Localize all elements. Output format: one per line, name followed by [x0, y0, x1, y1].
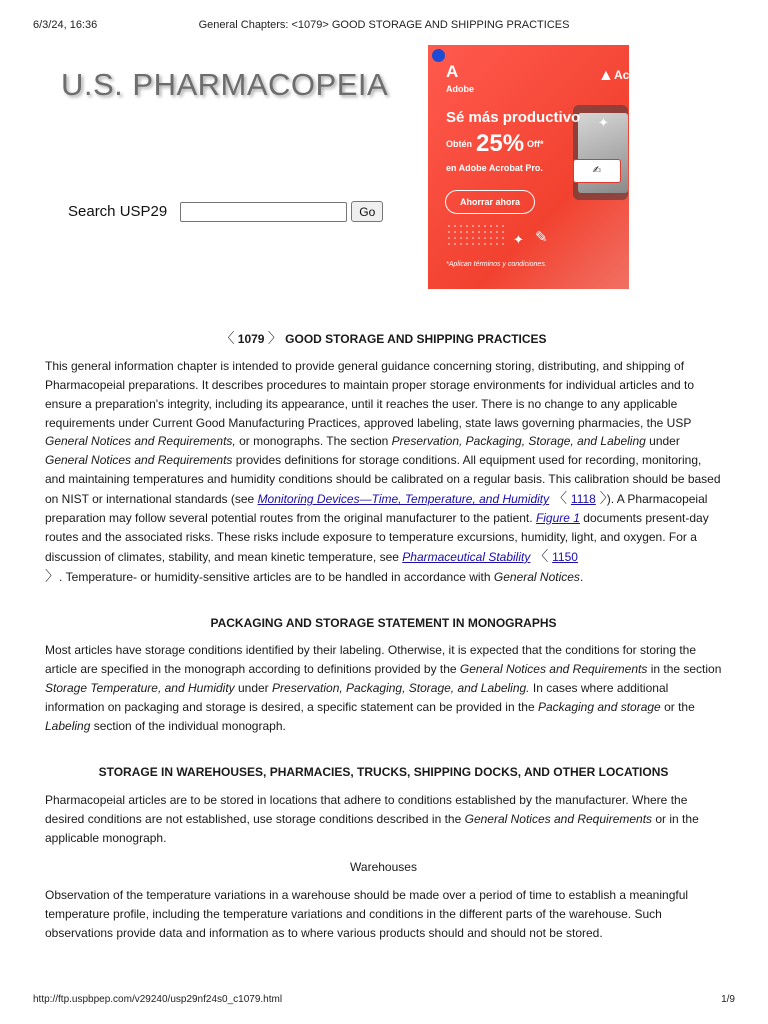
ad-terms: *Aplican términos y condiciones.: [446, 261, 547, 268]
ad-brand-name: Adobe: [446, 84, 474, 94]
intro-text: provides definitions for storage conditions. All equipment used for recording, monitoring, and maintaining temperatures and humidity conditions should be calibrated on a regular basis. This calibration should be based on NIST or international standards (see: [45, 453, 721, 507]
section-heading-storage: STORAGE IN WAREHOUSES, PHARMACIES, TRUCKS, SHIPPING DOCKS, AND OTHER LOCATIONS: [98, 765, 669, 780]
subheading-warehouses: Warehouses: [350, 859, 417, 874]
print-url: http://ftp.uspbpep.com/v29240/usp29nf24s0_c1079.html: [33, 994, 283, 1005]
ad-acrobat-text: Ac: [614, 68, 630, 82]
print-page-title: General Chapters: <1079> GOOD STORAGE AND SHIPPING PRACTICES: [198, 19, 570, 31]
chapter-bracket-open: 〈: [220, 330, 235, 346]
ad-headline: Sé más productivo: [446, 109, 581, 126]
intro-text: . Temperature- or humidity-sensitive articles are to be handled in accordance with: [59, 569, 494, 584]
print-date-time: 6/3/24, 16:36: [33, 19, 98, 31]
intro-text: This general information chapter is intended to provide general guidance concerning storing, distributing, and shipping of Pharmacopeial preparations. It describes procedures to maintain proper storage environments for individual articles and to ensure a preparation's integrity, including its appearance, until it reaches the user. There is no change to any applicable requirements under Current Good Manufacturing Practices, approved labeling, state laws governing pharmacies, the USP: [45, 358, 695, 430]
body-text: or the: [660, 699, 695, 714]
body-text: under: [234, 681, 273, 696]
chapter-title-text: GOOD STORAGE AND SHIPPING PRACTICES: [285, 332, 547, 346]
body-italic: Storage Temperature, and Humidity: [45, 681, 235, 696]
intro-paragraph: [45, 357, 722, 587]
body-text: Pharmacopeial articles are to be stored in locations that adhere to conditions established by the manufacturer. Where the desired conditions are not established, use storage conditions described in the: [45, 793, 688, 827]
shield-icon[interactable]: [432, 49, 445, 62]
bracket-close: 〉: [45, 567, 59, 584]
print-header: [33, 19, 735, 33]
chapter-bracket-close: 〉: [267, 330, 282, 346]
body-italic: Packaging and storage: [537, 699, 661, 714]
intro-italic: General Notices and Requirements: [45, 453, 233, 468]
site-logo[interactable]: U.S. PHARMACOPEIA: [61, 67, 389, 102]
body-italic: Preservation, Packaging, Storage, and Labeling.: [272, 681, 530, 696]
intro-text: documents present-day routes and the associated risks. These risks include exposure to temperature excursions, humidity, light, and oxygen. For a discussion of climates, stability, and mean kinetic temperature, see: [45, 511, 709, 564]
body-italic: General Notices and Requirements: [464, 812, 653, 827]
intro-text: under: [645, 434, 680, 449]
warehouses-paragraph: Observation of the temperature variations in a warehouse should be made over a period of time to establish a meaningful temperature profile, including the temperature variations and conditions in the different parts of the warehouse. Such observations provide data and information as to where various products should and should not be stored.: [45, 888, 689, 941]
storage-paragraph: [45, 791, 722, 847]
ad-cta-button[interactable]: Ahorrar ahora: [445, 190, 535, 214]
ad-offer-percent: 25%: [476, 130, 525, 157]
pharmaceutical-stability-link[interactable]: Pharmaceutical Stability: [402, 549, 531, 564]
ad-dot-pattern: [446, 223, 504, 249]
body-text: in the section: [647, 662, 722, 677]
monitoring-devices-link[interactable]: Monitoring Devices—Time, Temperature, and Humidity: [257, 492, 550, 507]
chapter-1118-link[interactable]: 1118: [570, 492, 596, 507]
figure-1-link[interactable]: Figure 1: [535, 511, 580, 526]
chapter-content: [45, 329, 722, 943]
ad-offer-suffix: Off*: [527, 139, 544, 149]
body-italic: General Notices and Requirements: [459, 662, 648, 677]
body-italic: Labeling: [45, 718, 91, 733]
pen-icon: ✎: [535, 229, 548, 246]
intro-italic: General Notices: [493, 569, 580, 584]
bracket-close: 〉: [595, 490, 607, 507]
bracket-open: 〈: [530, 547, 553, 564]
intro-italic: General Notices and Requirements,: [45, 434, 236, 449]
intro-text: .: [579, 569, 584, 584]
bracket-open: 〈: [549, 490, 571, 507]
packaging-paragraph: [45, 641, 722, 735]
section-heading-packaging: PACKAGING AND STORAGE STATEMENT IN MONOGRAPHS: [210, 615, 557, 630]
adobe-logo-icon: A: [446, 62, 459, 81]
body-text: Most articles have storage conditions identified by their labeling. Otherwise, it is expected that the conditions for storing the article are specified in the monograph according to definitions provided by the: [45, 643, 697, 677]
body-text: section of the individual monograph.: [90, 718, 286, 733]
body-text: or in the applicable monograph.: [45, 812, 699, 845]
ad-offer: [446, 130, 544, 158]
ad-side-panel: [629, 45, 711, 289]
body-text: In cases where additional information on packaging and storage is desired, a specific statement can be provided in the: [45, 681, 669, 714]
intro-text: or monographs. The section: [235, 434, 392, 449]
search-go-button[interactable]: Go: [351, 201, 383, 222]
signature-card-icon: ✍: [573, 159, 621, 183]
sparkle-icon: ✦: [513, 232, 524, 247]
chapter-number: 1079: [237, 332, 265, 346]
intro-italic: Preservation, Packaging, Storage, and Labeling: [391, 434, 646, 449]
search-label: Search USP29: [68, 203, 168, 220]
ad-offer-prefix: Obtén: [446, 139, 472, 149]
acrobat-icon: ▲: [598, 67, 614, 84]
chapter-1150-link[interactable]: 1150: [552, 549, 578, 564]
intro-text: ). A Pharmacopeial preparation may follow several potential routes from the original manufacturer to the patient.: [45, 492, 708, 526]
print-page-number: 1/9: [721, 994, 735, 1005]
sparkle-icon: ✦: [598, 115, 609, 130]
search-bar: [68, 201, 383, 222]
search-input[interactable]: [180, 202, 347, 222]
print-footer: [33, 994, 735, 1008]
advertisement-banner[interactable]: [428, 45, 711, 289]
ad-product: en Adobe Acrobat Pro.: [446, 163, 543, 173]
chapter-title: [45, 329, 722, 349]
